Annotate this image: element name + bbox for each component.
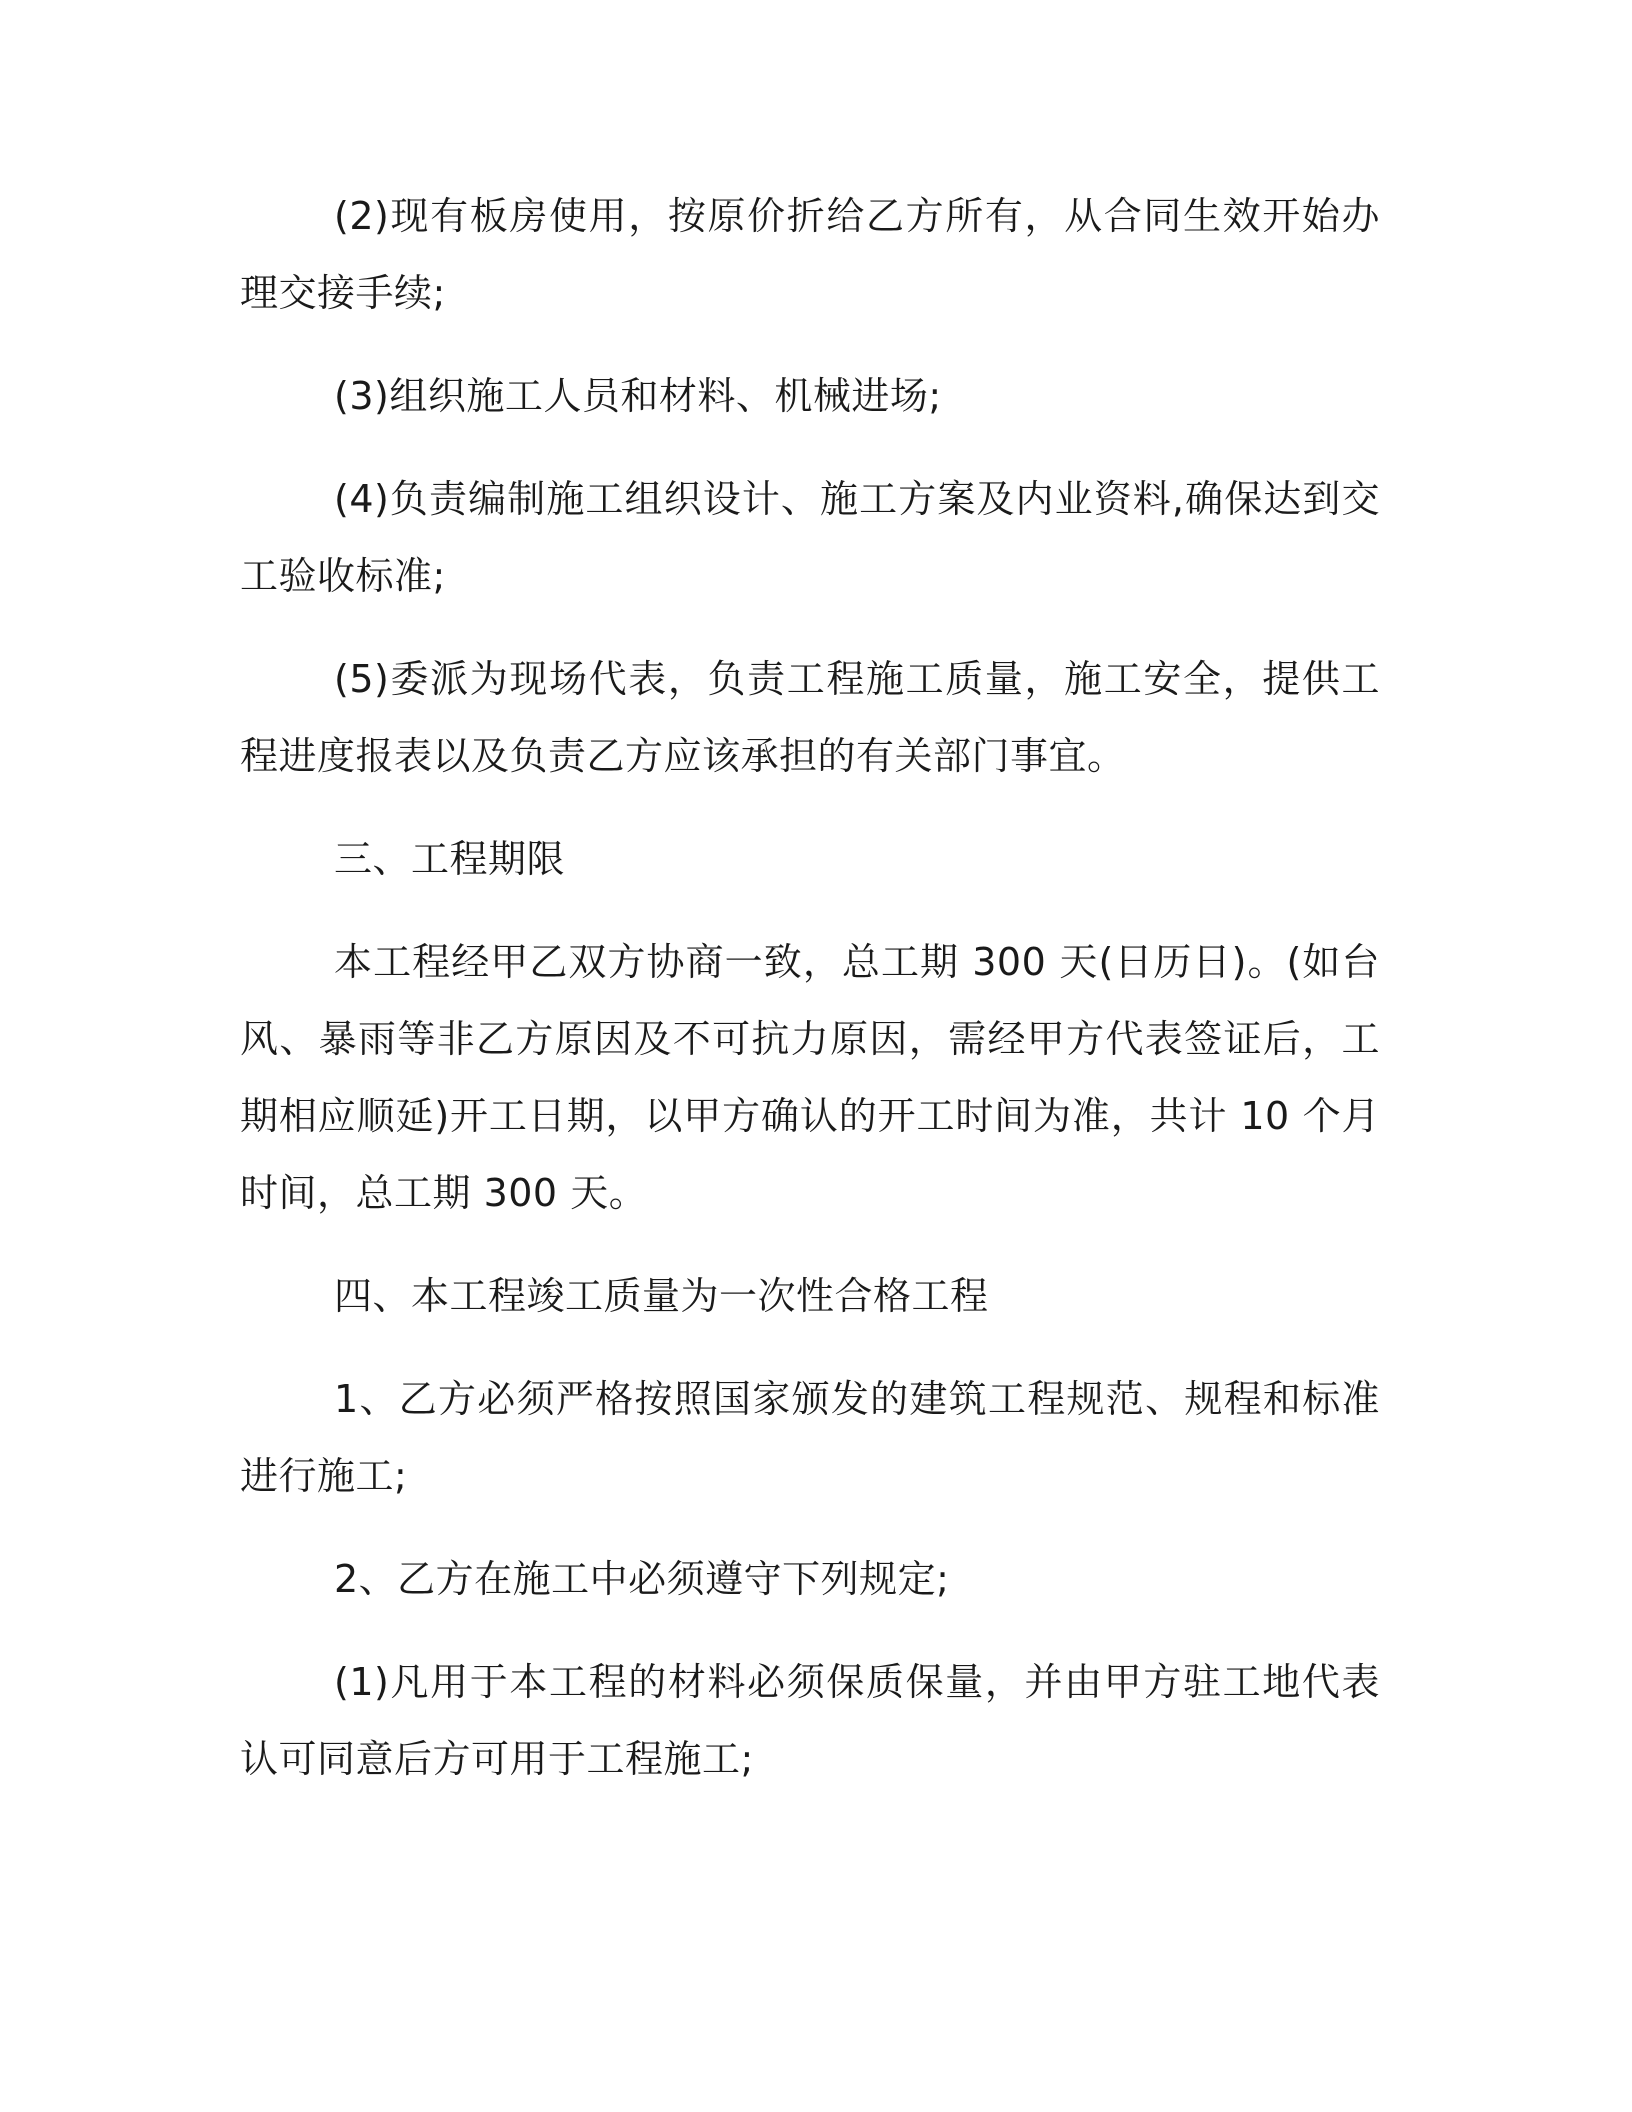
paragraph-rule-1-materials: (1)凡用于本工程的材料必须保质保量，并由甲方驻工地代表认可同意后方可用于工程施工; bbox=[240, 1660, 1380, 1781]
paragraph-3-personnel-materials: (3)组织施工人员和材料、机械进场; bbox=[334, 374, 942, 418]
paragraph-2-temporary-housing: (2)现有板房使用，按原价折给乙方所有，从合同生效开始办理交接手续; bbox=[240, 194, 1380, 315]
section-heading-quality: 四、本工程竣工质量为一次性合格工程 bbox=[334, 1274, 989, 1318]
paragraph-5-site-representative: (5)委派为现场代表，负责工程施工质量，施工安全，提供工程进度报表以及负责乙方应该承担的有关部门事宜。 bbox=[240, 657, 1380, 778]
paragraph-4-construction-design: (4)负责编制施工组织设计、施工方案及内业资料,确保达到交工验收标准; bbox=[240, 477, 1380, 598]
paragraph-quality-1-standards: 1、乙方必须严格按照国家颁发的建筑工程规范、规程和标准进行施工; bbox=[240, 1377, 1380, 1498]
document-body bbox=[240, 178, 1380, 1824]
paragraph-quality-2-rules: 2、乙方在施工中必须遵守下列规定; bbox=[334, 1557, 950, 1601]
section-heading-project-duration: 三、工程期限 bbox=[334, 837, 566, 881]
paragraph-duration-details: 本工程经甲乙双方协商一致，总工期 300 天(日历日)。(如台风、暴雨等非乙方原因及不可抗力原因，需经甲方代表签证后，工期相应顺延)开工日期，以甲方确认的开工时间为准，共计 10 个月时间，总工期 300 天。 bbox=[240, 940, 1380, 1215]
